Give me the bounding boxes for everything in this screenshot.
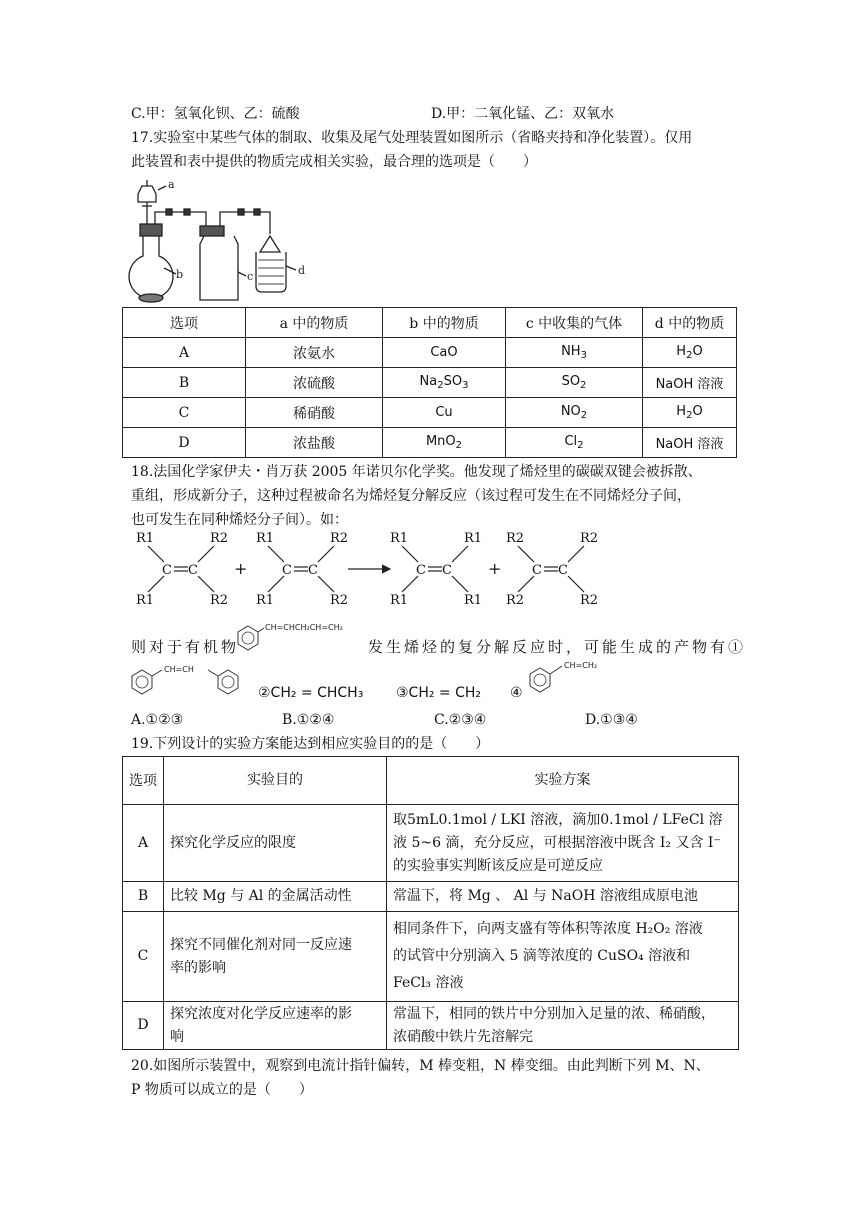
table-row bbox=[123, 912, 739, 1002]
q19-stem: 19.下列设计的实验方案能达到相应实验目的的是（ ） bbox=[131, 736, 490, 752]
q18-option-a: A.①②③ bbox=[131, 712, 184, 728]
m1-bl: R1 bbox=[136, 593, 155, 608]
q18-product3: ③CH₂ = CH₂ bbox=[396, 685, 482, 701]
plan-line: 取5mL0.1mol / LKI 溶液，滴加0.1mol / LFeCl 溶 bbox=[393, 811, 723, 828]
label-d: d bbox=[298, 264, 306, 277]
product4-chain-label: CH=CH₂ bbox=[564, 661, 598, 670]
q19-table bbox=[122, 756, 739, 1050]
plan-line: 液 5~6 滴，充分反应，可根据溶液中既含 I₂ 又含 I⁻ bbox=[393, 834, 721, 851]
q17-stem-line2: 此装置和表中提供的物质完成相关实验，最合理的选项是（ ） bbox=[131, 154, 537, 170]
cell-option: B bbox=[123, 882, 164, 912]
cell-d: $H_2O$ bbox=[643, 338, 737, 368]
substrate-chain-label: CH=CHCH₂CH=CH₂ bbox=[265, 623, 343, 632]
q18-stem-line3: 也可发生在同种烯烃分子间）。如： bbox=[131, 512, 348, 528]
plan-line: 相同条件下，向两支盛有等体积等浓度 H₂O₂ 溶液 bbox=[393, 921, 703, 937]
plus-sign: + bbox=[234, 559, 248, 578]
m2-tl: R1 bbox=[256, 531, 275, 546]
q18-product2: ②CH₂ = CHCH₃ bbox=[258, 685, 364, 701]
table-row bbox=[123, 398, 737, 428]
q20-stem-line2: P 物质可以成立的是（ ） bbox=[131, 1082, 313, 1098]
product1-stilbene-structure bbox=[130, 660, 242, 696]
goal-line: 探究浓度对化学反应速率的影 bbox=[170, 1005, 352, 1022]
p1-tr: R1 bbox=[464, 531, 483, 546]
q18-option-b: B.①②④ bbox=[282, 712, 335, 728]
cell-a: 浓氨水 bbox=[246, 338, 383, 368]
cell-goal bbox=[164, 912, 387, 1002]
table-row bbox=[123, 882, 739, 912]
gas-apparatus-diagram bbox=[128, 176, 318, 306]
plus-sign: + bbox=[488, 559, 502, 578]
cell-c: $SO_2$ bbox=[506, 368, 643, 398]
cell-d: $H_2O$ bbox=[643, 398, 737, 428]
cell-b: MnO$_2$ bbox=[383, 428, 506, 458]
q17-stem-line1: 17.实验室中某些气体的制取、收集及尾气处理装置如图所示（省略夹持和净化装置）。仅用 bbox=[131, 130, 693, 146]
carbon-label: C bbox=[162, 563, 172, 578]
p2-br: R2 bbox=[580, 593, 599, 608]
goal-line: 探究不同催化剂对同一反应速 bbox=[170, 936, 352, 953]
goal-line: 率的影响 bbox=[170, 959, 226, 976]
table-row bbox=[123, 338, 737, 368]
cell-option: A bbox=[123, 338, 246, 368]
col-header: c 中收集的气体 bbox=[506, 308, 643, 338]
label-b: b bbox=[176, 268, 184, 281]
carbon-label: C bbox=[308, 563, 318, 578]
col-header-option: 选项 bbox=[123, 757, 164, 805]
cell-b: Cu bbox=[383, 398, 506, 428]
cell-plan bbox=[387, 912, 739, 1002]
cell-d: NaOH 溶液 bbox=[643, 428, 737, 458]
cell-option: D bbox=[123, 1002, 164, 1050]
cell-d: NaOH 溶液 bbox=[643, 368, 737, 398]
q18-option-d: D.①③④ bbox=[585, 712, 638, 728]
plan-line: 的实验事实判断该反应是可逆反应 bbox=[393, 857, 603, 874]
col-header: d 中的物质 bbox=[643, 308, 737, 338]
table-row bbox=[123, 428, 737, 458]
col-header: a 中的物质 bbox=[246, 308, 383, 338]
cell-c: $NO_2$ bbox=[506, 398, 643, 428]
carbon-label: C bbox=[416, 563, 426, 578]
q18-prompt-pre: 则对于有机物 bbox=[131, 638, 240, 656]
p2-tl: R2 bbox=[506, 531, 525, 546]
p2-tr: R2 bbox=[580, 531, 599, 546]
cell-option: B bbox=[123, 368, 246, 398]
table-row bbox=[123, 805, 739, 882]
p1-bl: R1 bbox=[390, 593, 409, 608]
plan-line: 常温下，相同的铁片中分别加入足量的浓、稀硝酸， bbox=[393, 1005, 715, 1022]
cell-goal: 探究化学反应的限度 bbox=[164, 805, 387, 882]
col-header: b 中的物质 bbox=[383, 308, 506, 338]
q20-stem-line1: 20.如图所示装置中，观察到电流计指针偏转，M 棒变粗，N 棒变细。由此判断下列 M、N、 bbox=[131, 1058, 710, 1074]
cell-option: C bbox=[123, 912, 164, 1002]
q16-option-c: C.甲：氢氧化钡、乙：硫酸 bbox=[131, 106, 300, 122]
cell-goal: 比较 Mg 与 Al 的金属活动性 bbox=[164, 882, 387, 912]
goal-line: 响 bbox=[170, 1028, 184, 1045]
col-header-goal: 实验目的 bbox=[164, 757, 387, 805]
col-header-plan: 实验方案 bbox=[387, 757, 739, 805]
cell-a: 浓盐酸 bbox=[246, 428, 383, 458]
product1-chain-label: CH=CH bbox=[164, 665, 194, 674]
substrate-structure bbox=[234, 618, 368, 660]
cell-a: 浓硫酸 bbox=[246, 368, 383, 398]
m1-tr: R2 bbox=[210, 531, 229, 546]
carbon-label: C bbox=[532, 563, 542, 578]
q17-table bbox=[122, 307, 737, 458]
product4-styrene-structure bbox=[526, 656, 620, 696]
carbon-label: C bbox=[188, 563, 198, 578]
q18-product4-num: ④ bbox=[510, 685, 523, 701]
p1-br: R1 bbox=[464, 593, 483, 608]
cell-c: $Cl_2$ bbox=[506, 428, 643, 458]
cell-option: D bbox=[123, 428, 246, 458]
cell-b: $Na_2SO_3$ bbox=[383, 368, 506, 398]
cell-goal bbox=[164, 1002, 387, 1050]
cell-a: 稀硝酸 bbox=[246, 398, 383, 428]
m2-bl: R1 bbox=[256, 593, 275, 608]
q18-prompt-post: 发生烯烃的复分解反应时，可能生成的产物有① bbox=[368, 638, 747, 656]
table-row bbox=[123, 1002, 739, 1050]
q16-option-d: D.甲：二氧化锰、乙：双氧水 bbox=[431, 106, 615, 122]
cell-c: $NH_3$ bbox=[506, 338, 643, 368]
plan-line: 的试管中分别滴入 5 滴等浓度的 CuSO₄ 溶液和 bbox=[393, 948, 691, 964]
m1-br: R2 bbox=[210, 593, 229, 608]
q18-stem-line1: 18.法国化学家伊夫・肖万获 2005 年诺贝尔化学奖。他发现了烯烃里的碳碳双键会被拆散、 bbox=[131, 464, 702, 480]
p2-bl: R2 bbox=[506, 593, 525, 608]
table-row bbox=[123, 368, 737, 398]
m2-br: R2 bbox=[330, 593, 349, 608]
m2-tr: R2 bbox=[330, 531, 349, 546]
carbon-label: C bbox=[282, 563, 292, 578]
cell-plan bbox=[387, 805, 739, 882]
p1-tl: R1 bbox=[390, 531, 409, 546]
m1-tl: R1 bbox=[136, 531, 155, 546]
q18-stem-line2: 重组，形成新分子，这种过程被命名为烯烃复分解反应（该过程可发生在不同烯烃分子间， bbox=[131, 488, 691, 504]
cell-option: C bbox=[123, 398, 246, 428]
carbon-label: C bbox=[558, 563, 568, 578]
table-header-row bbox=[123, 308, 737, 338]
plan-line: 浓硝酸中铁片先溶解完 bbox=[393, 1028, 533, 1045]
metathesis-reaction-scheme bbox=[130, 526, 610, 608]
cell-b: CaO bbox=[383, 338, 506, 368]
label-c: c bbox=[247, 270, 254, 283]
col-header: 选项 bbox=[123, 308, 246, 338]
cell-plan: 常温下，将 Mg 、 Al 与 NaOH 溶液组成原电池 bbox=[387, 882, 739, 912]
cell-option: A bbox=[123, 805, 164, 882]
table-header-row bbox=[123, 757, 739, 805]
q18-option-c: C.②③④ bbox=[434, 712, 487, 728]
cell-plan bbox=[387, 1002, 739, 1050]
label-a: a bbox=[168, 178, 175, 191]
plan-line: FeCl₃ 溶液 bbox=[393, 975, 464, 991]
carbon-label: C bbox=[442, 563, 452, 578]
